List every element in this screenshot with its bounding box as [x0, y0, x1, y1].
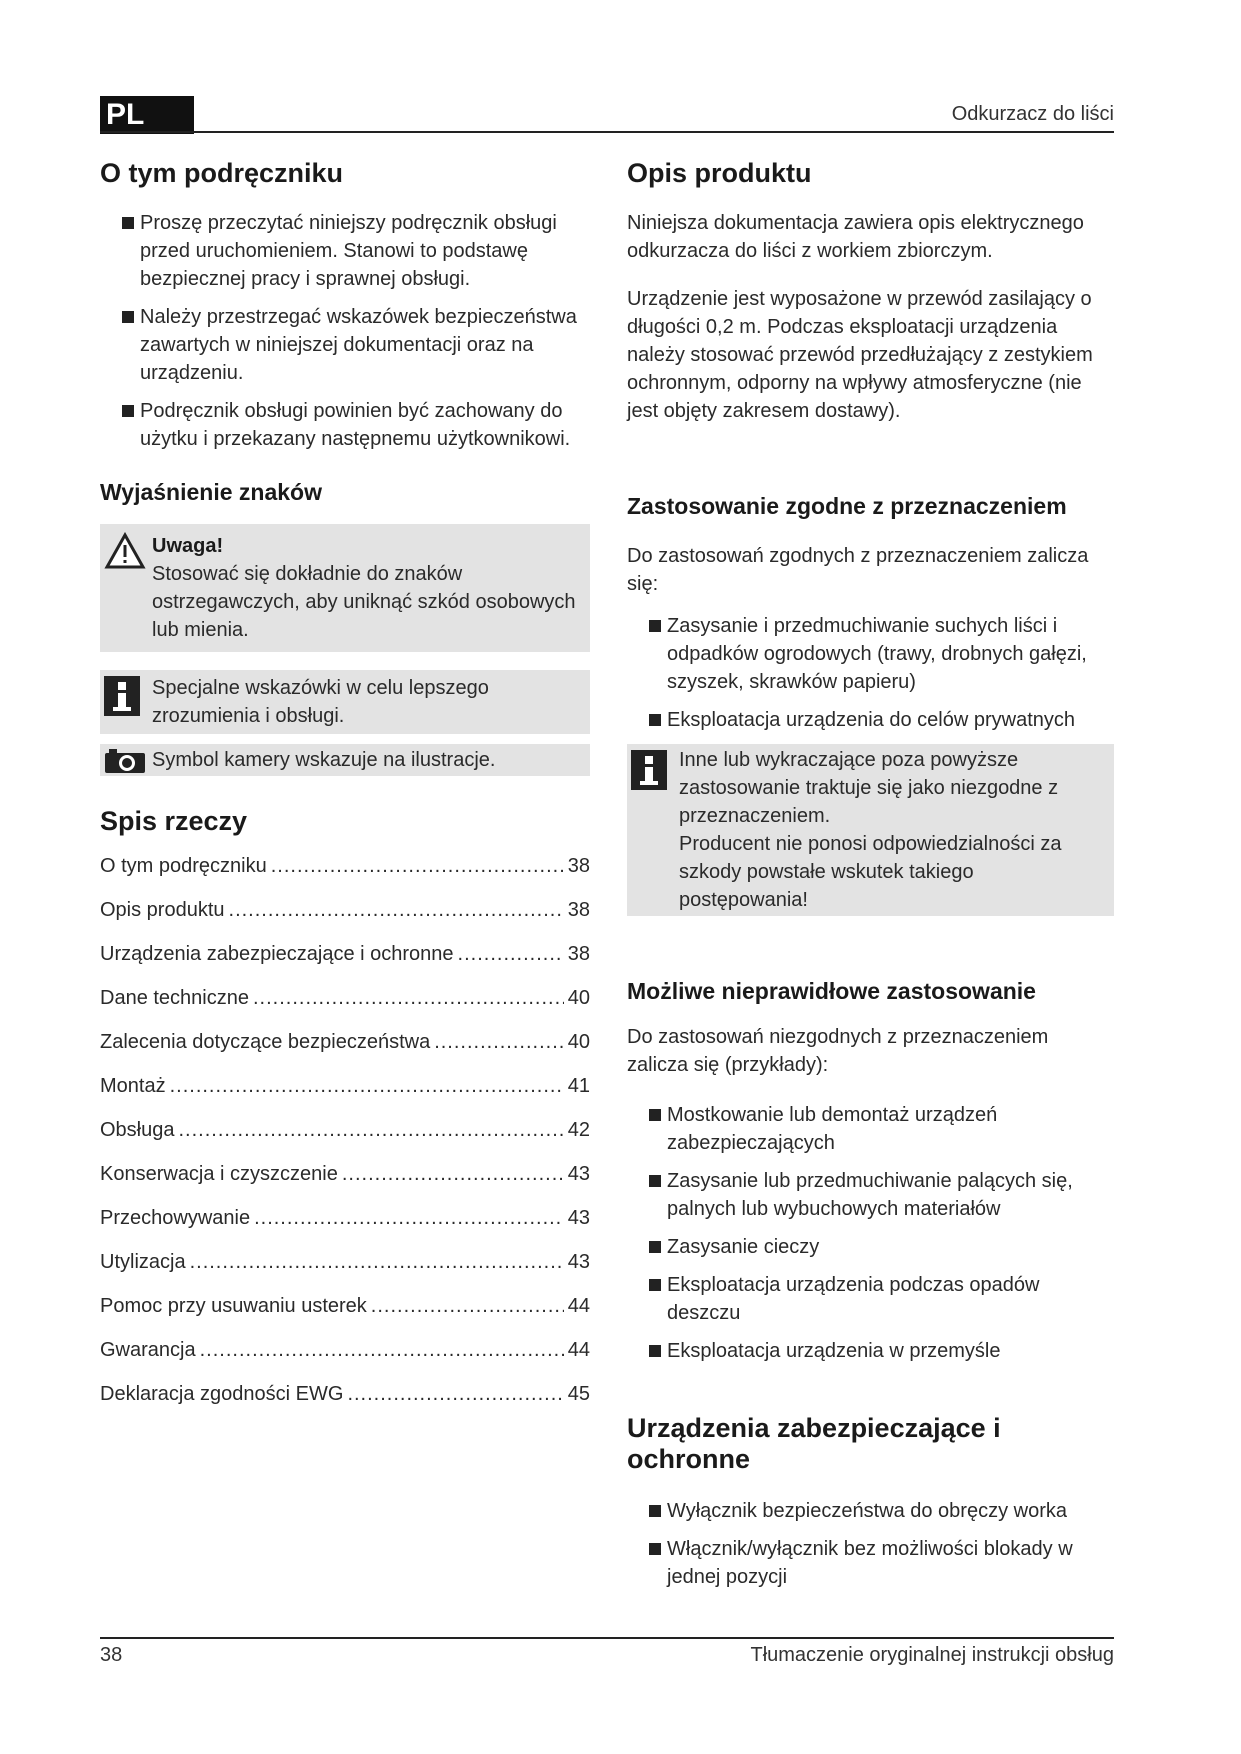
header-title: Odkurzacz do liści [951, 103, 1114, 125]
left-column [100, 158, 590, 1427]
toc-row[interactable]: Przechowywanie ..... 43 [100, 1207, 590, 1251]
list-item: Mostkowanie lub demontaż urządzeń zabezpieczających [627, 1101, 1114, 1157]
warning-title: Uwaga! [152, 535, 224, 557]
square-bullet-icon [649, 1109, 661, 1121]
toc-row[interactable]: Utylizacja ..... 43 [100, 1251, 590, 1295]
toc-row[interactable]: Urządzenia zabezpieczające i ochronne ..... 38 [100, 943, 590, 987]
list-item: Wyłącznik bezpieczeństwa do obręczy worka [627, 1497, 1114, 1525]
list-item: Eksploatacja urządzenia podczas opadów deszczu [627, 1271, 1114, 1327]
about-list [100, 209, 590, 453]
square-bullet-icon [649, 1175, 661, 1187]
toc-row[interactable]: Opis produktu ..... 38 [100, 899, 590, 943]
list-item: Proszę przeczytać niniejszy podręcznik obsługi przed uruchomieniem. Stanowi to podstawę bezpiecznej pracy i sprawnej obsługi. [100, 209, 590, 293]
list-item: Zasysanie i przedmuchiwanie suchych liści i odpadków ogrodowych (trawy, drobnych gałęzi, szyszek, skrawków papieru) [627, 612, 1114, 696]
square-bullet-icon [649, 1279, 661, 1291]
page-number: 38 [100, 1644, 123, 1666]
description-paragraph: Niniejsza dokumentacja zawiera opis elektrycznego odkurzacza do liści z workiem zbiorczym. [627, 212, 1084, 262]
header-divider [100, 131, 1114, 133]
camera-icon [104, 748, 146, 779]
footer-text: Tłumaczenie oryginalnej instrukcji obsług [750, 1644, 1114, 1666]
toc-row[interactable]: O tym podręczniku ..... 38 [100, 855, 590, 899]
description-title: Opis produktu [627, 158, 812, 188]
square-bullet-icon [649, 1505, 661, 1517]
camera-box [100, 744, 590, 776]
warning-box [100, 524, 590, 652]
toc-row[interactable]: Zalecenia dotyczące bezpieczeństwa ..... 40 [100, 1031, 590, 1075]
misuse-intro: Do zastosowań niezgodnych z przeznaczeniem zalicza się (przykłady): [627, 1026, 1049, 1076]
toc-row[interactable]: Obsługa ..... 42 [100, 1119, 590, 1163]
toc-row[interactable]: Gwarancja ..... 44 [100, 1339, 590, 1383]
square-bullet-icon [649, 1345, 661, 1357]
intended-use-note [627, 744, 1114, 916]
warning-triangle-icon [104, 532, 146, 575]
safety-devices-title: Urządzenia zabezpieczające i ochronne [627, 1413, 1001, 1474]
toc-row[interactable]: Dane techniczne ..... 40 [100, 987, 590, 1031]
list-item: Podręcznik obsługi powinien być zachowany do użytku i przekazany następnemu użytkownikowi. [100, 397, 590, 453]
info-box [100, 670, 590, 734]
list-item: Zasysanie cieczy [627, 1233, 1114, 1261]
list-item: Eksploatacja urządzenia w przemyśle [627, 1337, 1114, 1365]
toc-row[interactable]: Deklaracja zgodności EWG ..... 45 [100, 1383, 590, 1427]
info-text: Specjalne wskazówki w celu lepszego zrozumienia i obsługi. [152, 677, 489, 727]
about-title: O tym podręczniku [100, 158, 344, 188]
square-bullet-icon [649, 1543, 661, 1555]
info-icon [631, 750, 667, 790]
safety-devices-list [627, 1497, 1114, 1591]
intended-use-list [627, 612, 1114, 734]
list-item: Należy przestrzegać wskazówek bezpieczeństwa zawartych w niniejszej dokumentacji oraz na urządzeniu. [100, 303, 590, 387]
square-bullet-icon [122, 311, 134, 323]
list-item: Włącznik/wyłącznik bez możliwości blokady w jednej pozycji [627, 1535, 1114, 1591]
toc-row[interactable]: Montaż ..... 41 [100, 1075, 590, 1119]
info-icon [104, 676, 140, 716]
note-text: Inne lub wykraczające poza powyższe zastosowanie traktuje się jako niezgodne z przeznaczeniem. [679, 749, 1059, 827]
misuse-title: Możliwe nieprawidłowe zastosowanie [627, 978, 1036, 1004]
square-bullet-icon [649, 620, 661, 632]
list-item: Zasysanie lub przedmuchiwanie palących się, palnych lub wybuchowych materiałów [627, 1167, 1114, 1223]
square-bullet-icon [122, 217, 134, 229]
toc-row[interactable]: Konserwacja i czyszczenie ..... 43 [100, 1163, 590, 1207]
warning-text: Stosować się dokładnie do znaków ostrzegawczych, aby uniknąć szkód osobowych lub mienia. [152, 563, 576, 641]
toc-title: Spis rzeczy [100, 806, 248, 836]
intended-use-title: Zastosowanie zgodne z przeznaczeniem [627, 493, 1067, 519]
note-text: Producent nie ponosi odpowiedzialności za szkody powstałe wskutek takiego postępowania! [679, 833, 1062, 911]
description-paragraph: Urządzenie jest wyposażone w przewód zasilający o długości 0,2 m. Podczas eksploatacji urządzenia należy stosować przewód przedłużający z zestykiem ochronnym, odporny na wpływy atmosferyczne (nie jest objęty zakresem dostawy). [627, 288, 1093, 422]
list-item: Eksploatacja urządzenia do celów prywatnych [627, 706, 1114, 734]
intended-use-intro: Do zastosowań zgodnych z przeznaczeniem zalicza się: [627, 545, 1089, 595]
misuse-list [627, 1101, 1114, 1365]
symbols-title: Wyjaśnienie znaków [100, 479, 322, 505]
camera-text: Symbol kamery wskazuje na ilustracje. [152, 749, 496, 771]
square-bullet-icon [649, 1241, 661, 1253]
toc-row[interactable]: Pomoc przy usuwaniu usterek ..... 44 [100, 1295, 590, 1339]
square-bullet-icon [122, 405, 134, 417]
footer-divider [100, 1637, 1114, 1639]
language-badge: PL [100, 96, 194, 134]
square-bullet-icon [649, 714, 661, 726]
toc-list [100, 855, 590, 1427]
right-column [627, 158, 1114, 1611]
